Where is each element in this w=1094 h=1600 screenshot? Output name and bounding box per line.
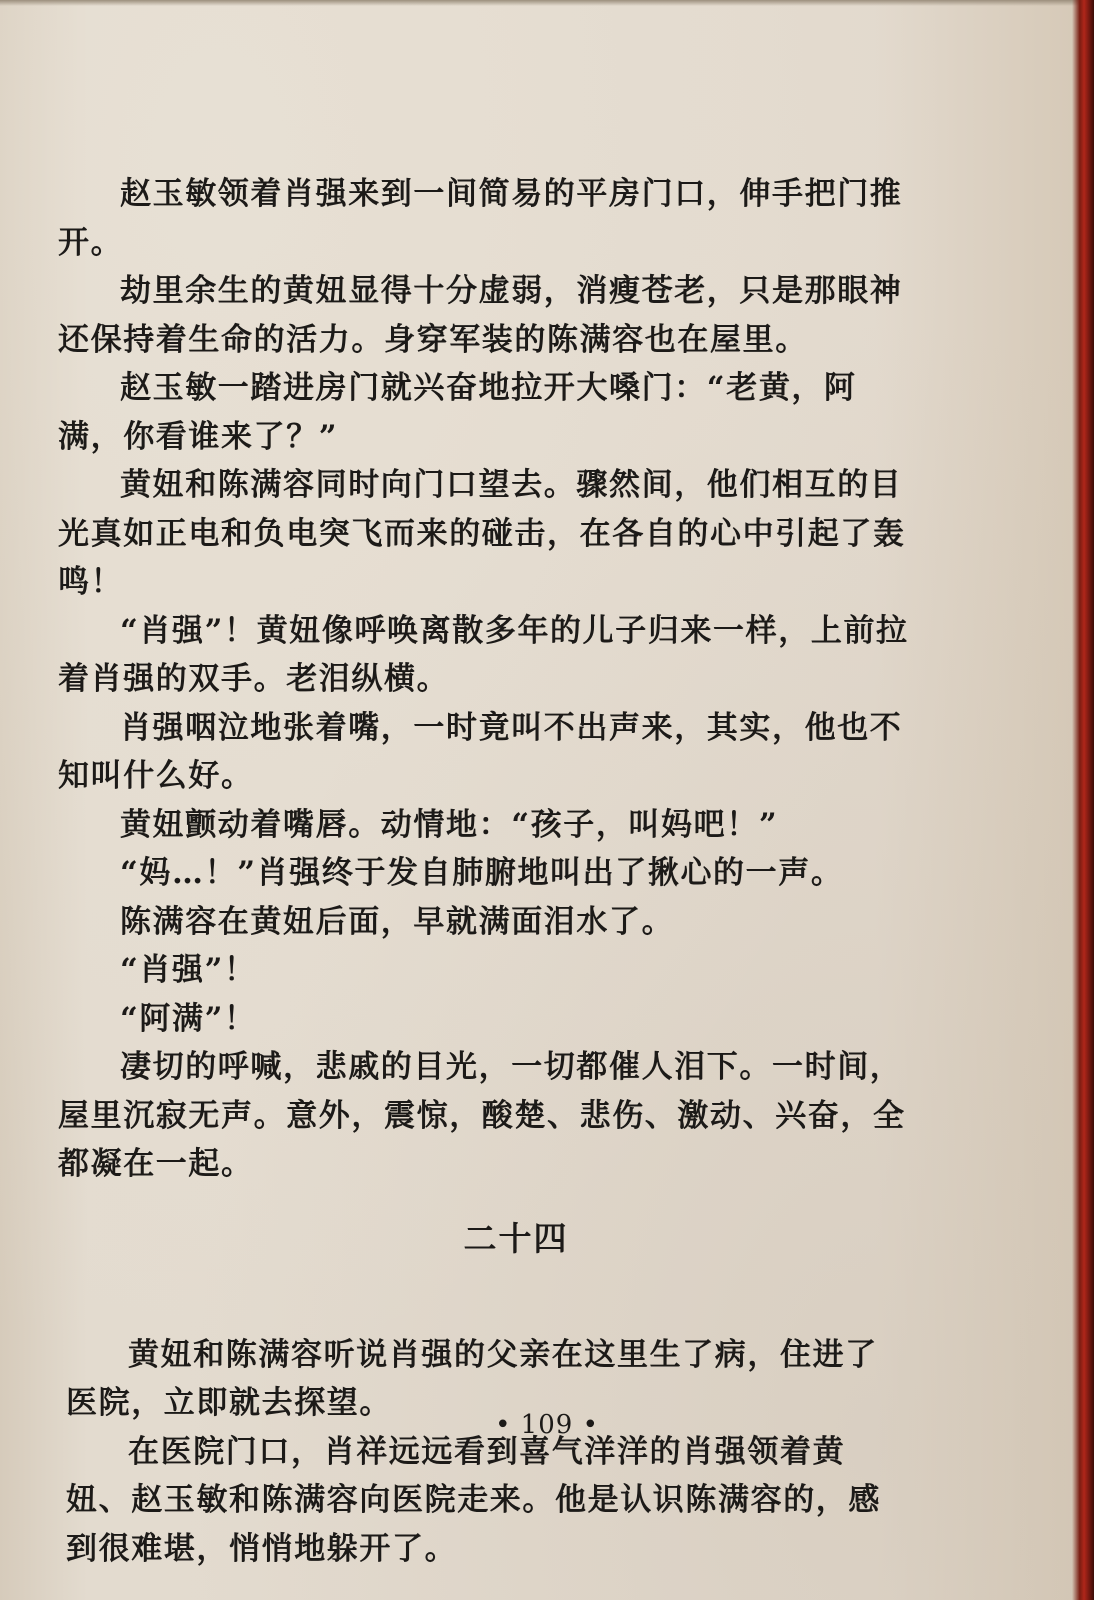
paragraph: “阿满”！ bbox=[120, 1000, 257, 1037]
paragraph: 劫里余生的黄妞显得十分虚弱，消瘦苍老，只是那眼神还保持着生命的活力。身穿军装的陈满容也在屋里。 bbox=[58, 273, 903, 358]
page-body bbox=[58, 170, 910, 1573]
chapter-section bbox=[58, 1331, 910, 1574]
paragraph: 黄妞颤动着嘴唇。动情地：“孩子，叫妈吧！” bbox=[120, 806, 779, 843]
paragraph: 肖强咽泣地张着嘴，一时竟叫不出声来，其实，他也不知叫什么好。 bbox=[58, 709, 903, 794]
paragraph: 黄妞和陈满容听说肖强的父亲在这里生了病，住进了医院，立即就去探望。 bbox=[66, 1336, 878, 1421]
page-right-edge bbox=[1072, 0, 1094, 1600]
page-number: • 109 • bbox=[495, 1410, 599, 1440]
page-top-shadow bbox=[0, 0, 1094, 6]
paragraph: “肖强”！ bbox=[120, 952, 257, 988]
paragraph: 凄切的呼喊，悲戚的目光，一切都催人泪下。一时间，屋里沉寂无声。意外，震惊，酸楚、悲伤、激动、兴奋，全都凝在一起。 bbox=[58, 1049, 906, 1182]
paragraph: 黄妞和陈满容同时向门口望去。骤然间，他们相互的目光真如正电和负电突飞而来的碰击，在各自的心中引起了轰鸣！ bbox=[58, 467, 906, 600]
chapter-heading: 二十四 bbox=[463, 1218, 569, 1258]
paragraph: 在医院门口，肖祥远远看到喜气洋洋的肖强领着黄妞、赵玉敏和陈满容向医院走来。他是认识陈满容的，感到很难堪，悄悄地躲开了。 bbox=[66, 1433, 881, 1567]
paragraph: 赵玉敏一踏进房门就兴奋地拉开大嗓门：“老黄，阿满，你看谁来了？” bbox=[58, 370, 857, 455]
paragraph: 陈满容在黄妞后面，早就满面泪水了。 bbox=[120, 903, 675, 940]
paragraph: 赵玉敏领着肖强来到一间简易的平房门口，伸手把门推开。 bbox=[58, 176, 903, 261]
paragraph: “妈…！”肖强终于发自肺腑地叫出了揪心的一声。 bbox=[120, 855, 844, 891]
paragraph: “肖强”！黄妞像呼唤离散多年的儿子归来一样，上前拉着肖强的双手。老泪纵横。 bbox=[58, 612, 909, 697]
